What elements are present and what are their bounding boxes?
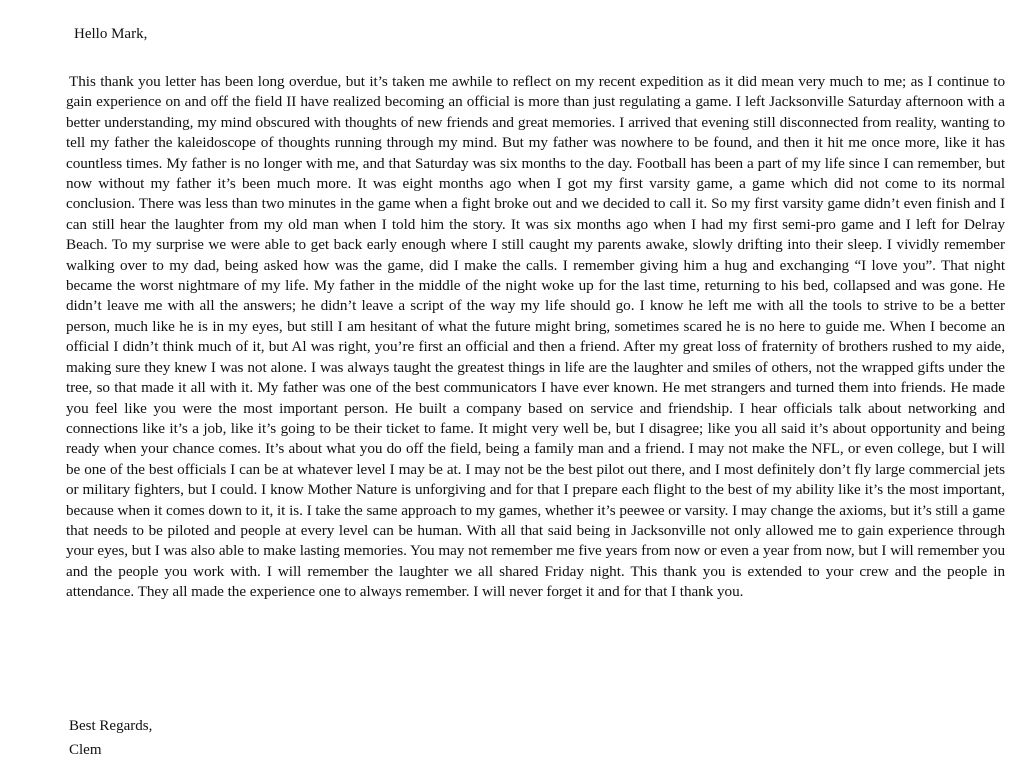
letter-body: This thank you letter has been long overdue, but it’s taken me awhile to reflect on my recent expedition as it did mean very much to me; as I continue to gain experience on and off the field II have realized becoming an official is more than just regulating a game. I left Jacksonville Saturday afternoon with a better understanding, my mind obscured with thoughts of new friends and great memories. I arrived that evening still disconnected from reality, wanting to tell my father the kaleidoscope of thoughts running through my mind. But my father was nowhere to be found, and then it hit me once more, like it has countless times. My father is no longer with me, and that Saturday was six months to the day. Football has been a part of my life since I can remember, but now without my father it’s been much more. It was eight months ago when I got my first varsity game, a game which did not come to its normal conclusion. There was less than two minutes in the game when a fight broke out and we decided to call it. So my first varsity game didn’t even finish and I can still hear the laughter from my old man when I told him the story. It was six months ago when I had my first semi-pro game and I left for Delray Beach. To my surprise we were able to get back early enough where I still caught my parents awake, slowly drifting into their sleep. I vividly remember walking over to my dad, being asked how was the game, did I make the calls. I remember giving him a hug and exchanging “I love you”. That night became the worst nightmare of my life. My father in the middle of the night woke up for the last time, returning to his bed, collapsed and was gone. He didn’t leave me with all the answers; he didn’t leave a script of the way my life should go. I know he left me with all the tools to strive to be a better person, much like he is in my eyes, but still I am hesitant of what the future might bring, sometimes scared he is no here to guide me. When I become an official I didn’t think much of it, but Al was right, you’re first an official and then a friend. After my great loss of fraternity of brothers rushed to my aide, making sure they knew I was not alone. I was always taught the greatest things in life are the laughter and smiles of others, not the wrapped gifts under the tree, so that made it all with it. My father was one of the best communicators I have ever known. He met strangers and turned them into friends. He made you feel like you were the most important person. He built a company based on service and friendship. I hear officials talk about networking and connections like it’s a job, like it’s going to be their ticket to fame. It might very well be, but I disagree; like you all said it’s about opportunity and being ready when your chance comes. It’s about what you do off the field, being a family man and a friend. I may not make the NFL, or even college, but I will be one of the best officials I can be at whatever level I may be at. I may not be the best pilot out there, and I most definitely don’t fly large commercial jets or military fighters, but I could. I know Mother Nature is unforgiving and for that I prepare each flight to the best of my ability like it’s the most important, because when it comes down to it, it is. I take the same approach to my games, whether it’s peewee or varsity. I may change the axioms, but it’s still a game that needs to be piloted and people at every level can be human. With all that said being in Jacksonville not only allowed me to gain experience through your eyes, but I was also able to make lasting memories. You may not remember me five years from now or even a year from now, but I will remember you and the people you work with. I will remember the laughter we all shared Friday night. This thank you is extended to your crew and the people in attendance. They all made the experience one to always remember. I will never forget it and for that I thank you. [66, 73, 1005, 601]
closing: Best Regards, [69, 718, 153, 734]
greeting: Hello Mark, [74, 26, 148, 42]
signature: Clem [69, 742, 102, 758]
